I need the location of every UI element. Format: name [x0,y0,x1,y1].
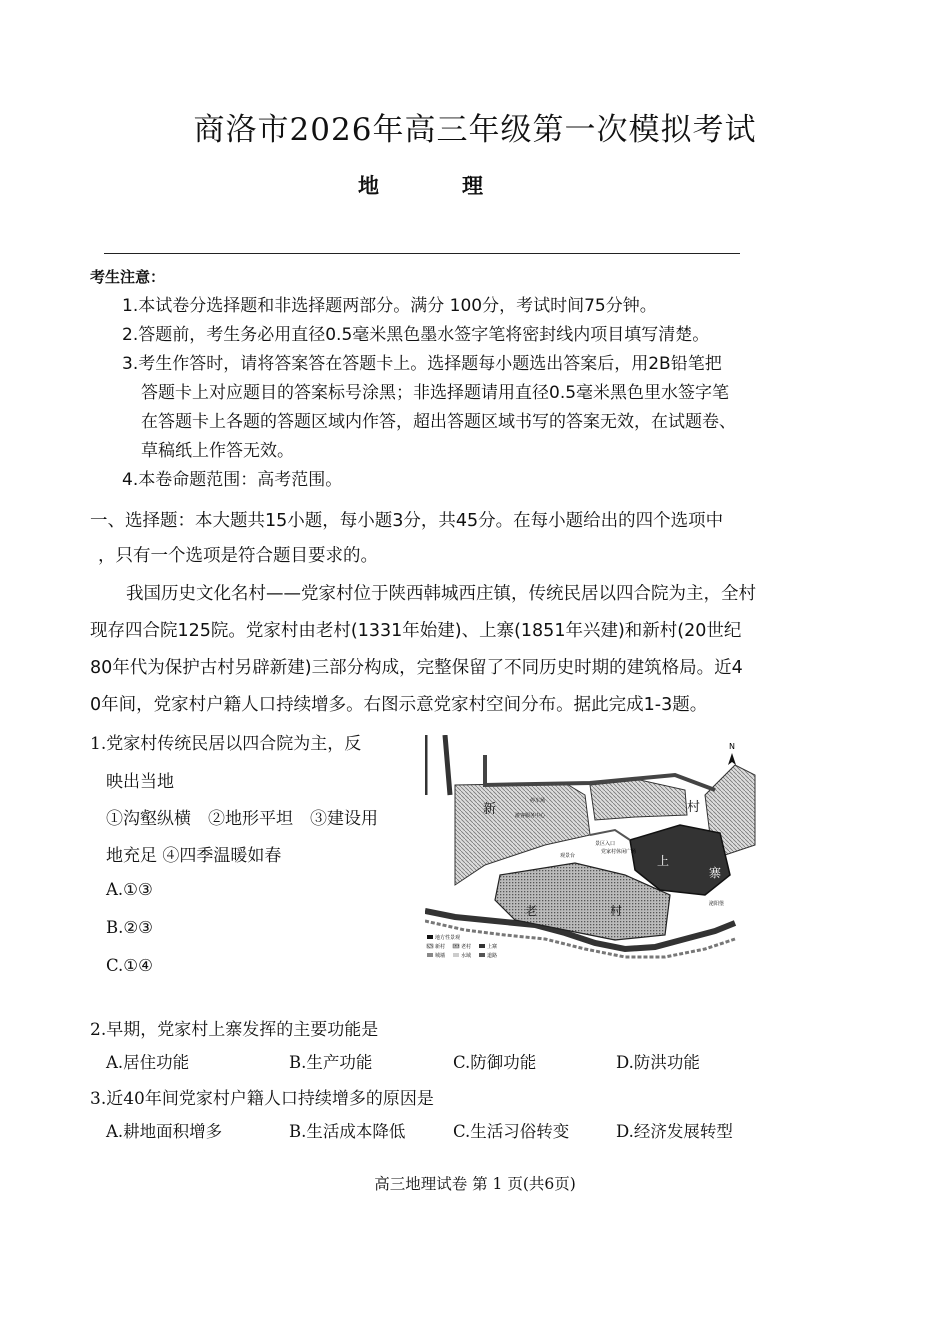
page-footer: 高三地理试卷 第 1 页(共6页) [374,1175,576,1193]
notice-item: 2.答题前，考生务必用直径0.5毫米黑色墨水签字笔将密封线内项目填写清楚。 [122,325,710,345]
passage-line: 80年代为保护古村另辟新建)三部分构成，完整保留了不同历史时期的建筑格局。近4 [90,658,743,678]
map-label-old-cun: 村 [610,904,623,918]
legend-item: 老村 [461,944,472,950]
q1-statements: ①沟壑纵横 ②地形平坦 ③建设用 [106,809,378,829]
legend-item: 道路 [487,953,498,959]
map-place: 游客服务中心 [515,813,546,819]
north-label: N [729,742,735,751]
notice-item: 3.考生作答时，请将答案答在答题卡上。选择题每小题选出答案后，用2B铅笔把 [122,354,722,374]
q1-option-b: B.②③ [106,918,153,937]
q2-option-c: C.防御功能 [453,1053,537,1072]
passage-line: 0年间，党家村户籍人口持续增多。右图示意党家村空间分布。据此完成1-3题。 [90,695,708,715]
section-heading-cont: ，只有一个选项是符合题目要求的。 [98,546,378,566]
notice-item: 1.本试卷分选择题和非选择题两部分。满分 100分，考试时间75分钟。 [122,296,657,316]
q3-option-b: B.生活成本降低 [289,1122,406,1141]
map-label-old: 老 [525,904,538,918]
map-label-new: 新 [483,802,497,817]
notice-item: 在答题卡上各题的答题区域内作答，超出答题区域书写的答案无效，在试题卷、 [141,412,736,432]
notice-heading: 考生注意： [90,268,166,286]
map-label-new-cun: 村 [687,800,701,815]
passage-line: 我国历史文化名村——党家村位于陕西韩城西庄镇，传统民居以四合院为主，全村 [126,584,756,604]
exam-title: 商洛市2026年高三年级第一次模拟考试 [193,112,757,148]
subject-char-2: 理 [462,174,483,198]
map-label-upper: 上 [657,854,670,868]
q2-option-d: D.防洪功能 [616,1053,700,1072]
map-place: 停车场 [530,798,546,804]
q3-option-d: D.经济发展转型 [616,1122,733,1141]
legend-item: 新村 [435,944,446,950]
notice-item: 答题卡上对应题目的答案标号涂黑；非选择题请用直径0.5毫米黑色里水签字笔 [141,383,730,403]
section-heading: 一、选择题：本大题共15小题，每小题3分，共45分。在每小题给出的四个选项中 [90,511,724,531]
map-label-upper-zhai: 寨 [709,866,722,880]
q3-option-c: C.生活习俗转变 [453,1122,570,1141]
q1-option-a: A.①③ [106,880,153,899]
passage-line: 现存四合院125院。党家村由老村(1331年始建)、上寨(1851年兴建)和新村(20世纪 [90,621,742,641]
q2-option-b: B.生产功能 [289,1053,373,1072]
map-place: 泌阳堡 [709,901,725,907]
q3-option-a: A.耕地面积增多 [106,1122,223,1141]
legend-item: 上寨 [487,944,498,950]
q1-stem: 1.党家村传统民居以四合院为主，反 [90,734,362,754]
legend-item: 地方性景观 [435,935,461,941]
q3-stem: 3.近40年间党家村户籍人口持续增多的原因是 [90,1089,434,1109]
village-map [425,735,779,965]
header-divider [104,253,740,254]
q1-statements-cont: 地充足 ④四季温暖如春 [106,846,282,866]
map-place: 景区入口 [595,841,616,847]
notice-item: 4.本卷命题范围：高考范围。 [122,470,343,490]
map-place: 党家村休闲广场 [601,849,637,855]
subject-char-1: 地 [358,174,379,198]
legend-item: 水域 [461,953,472,959]
map-place: 观景台 [560,853,576,859]
q2-stem: 2.早期，党家村上寨发挥的主要功能是 [90,1020,379,1040]
legend-item: 城墙 [435,953,446,959]
q2-option-a: A.居住功能 [106,1053,190,1072]
q1-stem-cont: 映出当地 [106,772,174,792]
notice-item: 草稿纸上作答无效。 [141,441,294,461]
q1-option-c: C.①④ [106,956,153,975]
